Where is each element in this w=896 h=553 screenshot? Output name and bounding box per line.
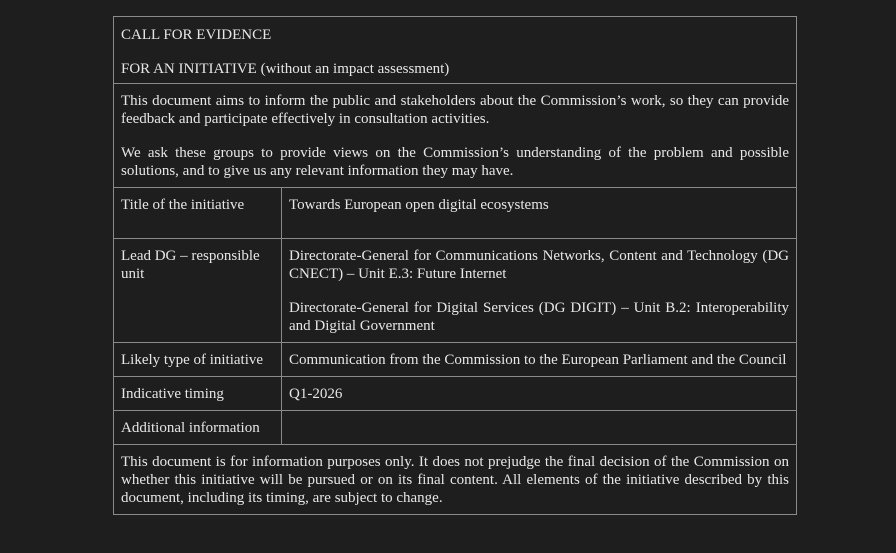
title-value: Towards European open digital ecosystems (282, 188, 797, 239)
lead-dg-value-1: Directorate-General for Communications Networks, Content and Technology (DG CNECT) – Unit E.3: Future Internet (289, 248, 789, 282)
lead-dg-label: Lead DG – responsible unit (114, 239, 282, 343)
intro-row (114, 84, 797, 188)
call-for-evidence-table (113, 16, 797, 515)
additional-value (282, 411, 797, 445)
intro-paragraph-2: We ask these groups to provide views on the Commission’s understanding of the problem and possible solutions, and to give us any relevant information they may have. (121, 145, 789, 179)
disclaimer-row (114, 445, 797, 515)
type-label: Likely type of initiative (114, 343, 282, 377)
header-row (114, 17, 797, 84)
type-value: Communication from the Commission to the European Parliament and the Council (282, 343, 797, 377)
timing-row (114, 377, 797, 411)
intro-cell (114, 84, 797, 188)
lead-dg-row (114, 239, 797, 343)
title-row (114, 188, 797, 239)
timing-label: Indicative timing (114, 377, 282, 411)
disclaimer-text: This document is for information purposes only. It does not prejudge the final decision of the Commission on whether this initiative will be pursued or on its final content. All elements of the initiative described by this document, including its timing, are subject to change. (121, 454, 789, 506)
lead-dg-value-2: Directorate-General for Digital Services (DG DIGIT) – Unit B.2: Interoperability and Digital Government (289, 300, 789, 334)
additional-label: Additional information (114, 411, 282, 445)
timing-value: Q1-2026 (282, 377, 797, 411)
document-subtitle: FOR AN INITIATIVE (without an impact assessment) (121, 61, 450, 77)
intro-paragraph-1: This document aims to inform the public and stakeholders about the Commission’s work, so they can provide feedback and participate effectively in consultation activities. (121, 93, 789, 127)
document-title: CALL FOR EVIDENCE (121, 27, 272, 43)
disclaimer-cell (114, 445, 797, 515)
type-row (114, 343, 797, 377)
title-label: Title of the initiative (114, 188, 282, 239)
additional-row (114, 411, 797, 445)
lead-dg-cell (282, 239, 797, 343)
header-cell (114, 17, 797, 84)
